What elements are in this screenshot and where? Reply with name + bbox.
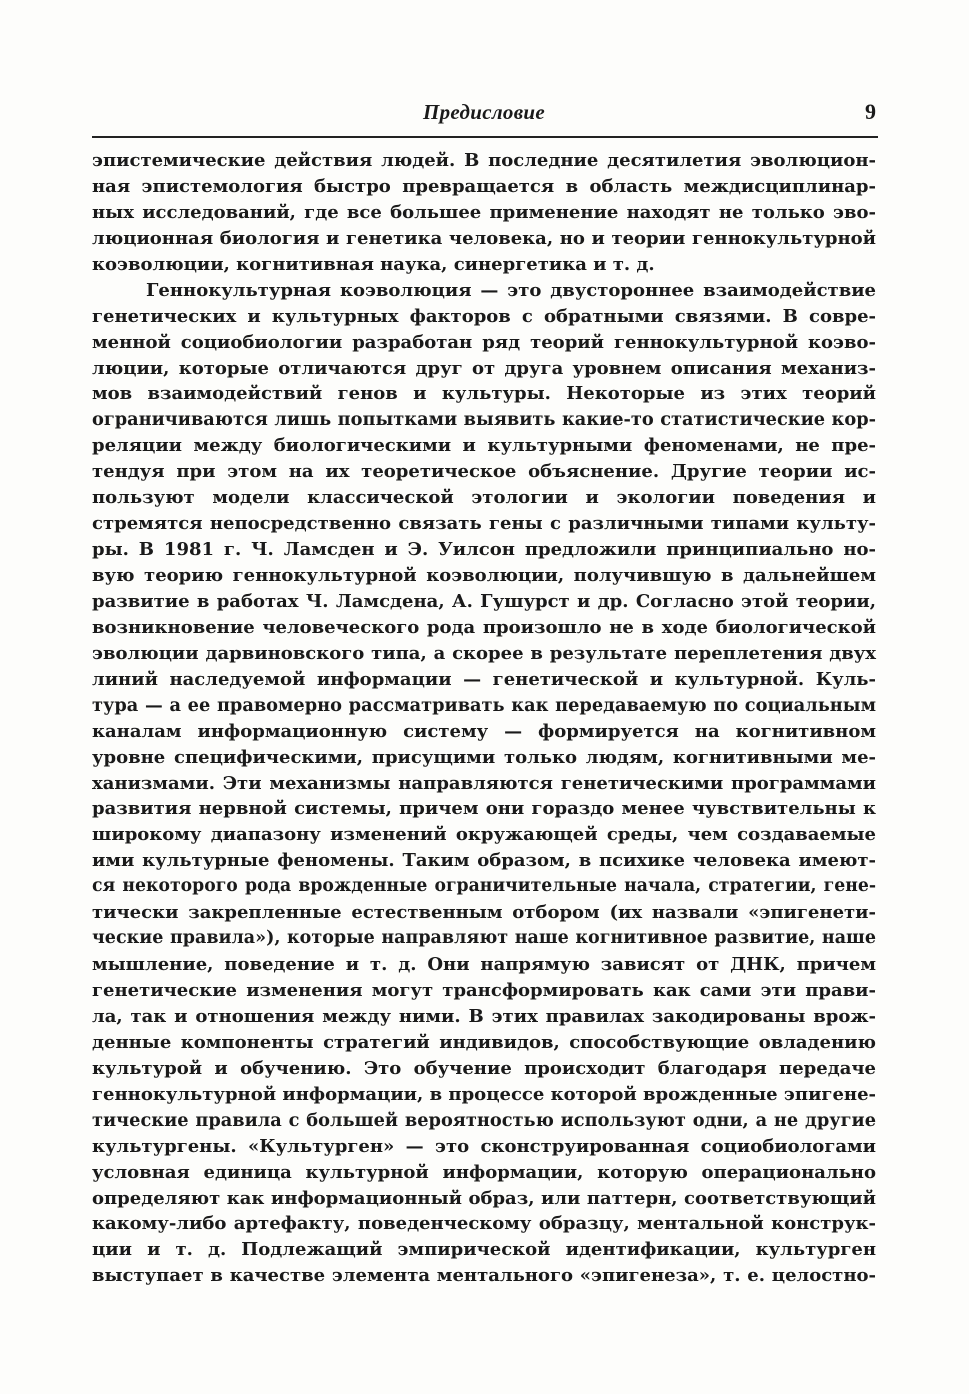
text-line: культургены. «Культурген» — это сконструированная социобиологами [92,1135,876,1157]
text-line: реляции между биологическими и культурными феноменами, не пре- [92,435,876,457]
text-line: ограничиваются лишь попытками выявить какие-то статистические кор- [92,409,876,431]
text-line: стремятся непосредственно связать гены с различными типами культу- [92,513,876,535]
text-line: генетические изменения могут трансформировать как сами эти прави- [92,980,876,1001]
text-line: развитие в работах Ч. Ламсдена, А. Гушурст и др. Согласно этой теории, [92,590,876,612]
text-line: эволюции дарвиновского типа, а скорее в результате переплетения двух [92,642,876,664]
text-line: люционная биология и генетика человека, но и теории геннокультурной [92,227,876,249]
text-line: ханизмами. Эти механизмы направляются генетическими программами [92,772,876,794]
text-line: вую теорию геннокультурной коэволюции, получившую в дальнейшем [92,565,876,586]
text-line: широкому диапазону изменений окружающей среды, чем создаваемые [92,824,876,846]
text-line: какому-либо артефакту, поведенческому образцу, ментальной конструк- [92,1213,876,1235]
text-line: уровне специфическими, присущими только людям, когнитивными ме- [92,746,876,768]
text-line: выступает в качестве элемента ментального «эпигенеза», т. е. целостно- [92,1265,876,1287]
text-line: ная эпистемология быстро превращается в область междисциплинар- [92,175,876,197]
page-number: 9 [865,99,876,124]
text-line: геннокультурной информации, в процессе которой врожденные эпигене- [92,1083,876,1105]
section-title: Предисловие [422,100,545,124]
text-line: тендуя при этом на их теоретическое объяснение. Другие теории ис- [92,461,876,483]
text-line: каналам информационную систему — формируется на когнитивном [92,720,876,742]
text-line: мов взаимодействий генов и культуры. Некоторые из этих теорий [92,383,876,405]
text-line: тические правила с большей вероятностью используют одни, а не другие [92,1109,876,1131]
text-line: ции и т. д. Подлежащий эмпирической идентификации, культурген [92,1239,876,1261]
text-line: эпистемические действия людей. В последние десятилетия эволюцион- [92,150,876,171]
text-line: ими культурные феномены. Таким образом, в психике человека имеют- [92,850,876,872]
text-line: ла, так и отношения между ними. В этих правилах закодированы врож- [92,1005,876,1027]
text-line: люции, которые отличаются друг от друга уровнем описания механиз- [92,357,876,379]
text-line: тура — а ее правомерно рассматривать как передаваемую по социальным [92,694,876,716]
text-line: ных исследований, где все большее применение находят не только эво- [92,201,876,223]
body-text [92,148,876,1289]
header-rule [92,136,878,138]
text-line: линий наследуемой информации — генетической и культурной. Куль- [92,668,876,690]
text-line: менной социобиологии разработан ряд теорий геннокультурной коэво- [92,331,876,353]
text-line: генетических и культурных факторов с обратными связями. В совре- [92,305,876,327]
text-line: развития нервной системы, причем они гораздо менее чувствительны к [92,798,876,820]
text-line: определяют как информационный образ, или паттерн, соответствующий [92,1187,876,1209]
text-line: возникновение человеческого рода произошло не в ходе биологической [92,616,876,638]
text-line: денные компоненты стратегий индивидов, способствующие овладению [92,1031,876,1053]
text-line: ся некоторого рода врожденные ограничительные начала, стратегии, гене- [92,876,876,897]
text-line: коэволюции, когнитивная наука, синергетика и т. д. [92,253,655,275]
running-header [92,98,876,132]
text-line: ры. В 1981 г. Ч. Ламсден и Э. Уилсон предложили принципиально но- [92,539,876,561]
paragraph-start-line: Геннокультурная коэволюция — это двустороннее взаимодействие [146,279,876,301]
text-line: пользуют модели классической этологии и экологии поведения и [92,487,876,509]
text-line: мышление, поведение и т. д. Они напрямую зависят от ДНК, причем [92,954,876,976]
text-line: ческие правила»), которые направляют наше когнитивное развитие, наше [92,928,876,949]
text-line: условная единица культурной информации, которую операционально [92,1161,876,1183]
text-line: тически закрепленные естественным отбором (их назвали «эпигенети- [92,902,876,924]
text-line: культурой и обучению. Это обучение происходит благодаря передаче [92,1057,876,1079]
